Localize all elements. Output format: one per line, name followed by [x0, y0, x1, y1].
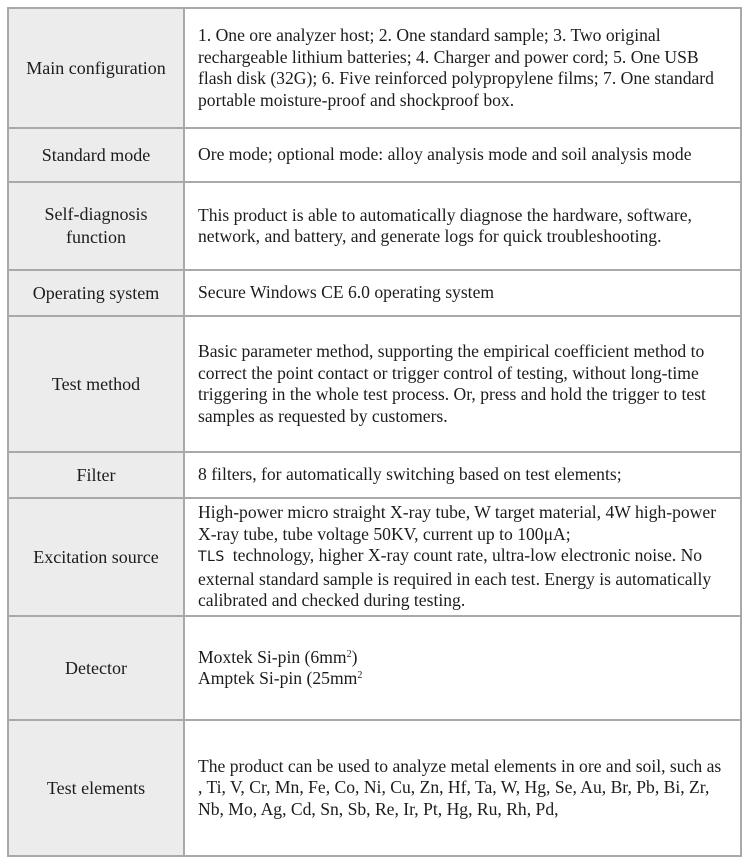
excitation-text-part2: technology, higher X-ray count rate, ultra-low electronic noise. No external standard sample is required in each test. Energy is automatically calibrated and checked during testing. — [198, 545, 712, 611]
table-row — [8, 720, 741, 856]
row-label-self-diagnosis: Self-diagnosis function — [8, 182, 184, 270]
row-label-filter: Filter — [8, 452, 184, 498]
table-row — [8, 452, 741, 498]
row-label-test-method: Test method — [8, 316, 184, 452]
row-value-excitation-source — [184, 498, 741, 616]
row-value-test-method: Basic parameter method, supporting the empirical coefficient method to correct the point contact or trigger control of testing, without long-time triggering in the whole test process. Or, press and hold the trigger to test samples as requested by customers. — [184, 316, 741, 452]
row-label-operating-system: Operating system — [8, 270, 184, 316]
row-value-detector — [184, 616, 741, 720]
row-value-standard-mode: Ore mode; optional mode: alloy analysis mode and soil analysis mode — [184, 128, 741, 182]
detector-moxtek-prefix: Moxtek Si-pin (6mm — [198, 646, 347, 667]
row-label-test-elements: Test elements — [8, 720, 184, 856]
table-row — [8, 182, 741, 270]
tls-label: TLS — [198, 549, 225, 566]
row-value-self-diagnosis: This product is able to automatically diagnose the hardware, software, network, and battery, and generate logs for quick troubleshooting. — [184, 182, 741, 270]
spec-table — [7, 7, 742, 857]
table-row — [8, 8, 741, 128]
row-label-excitation-source: Excitation source — [8, 498, 184, 616]
detector-amptek-sup: 2 — [357, 670, 363, 681]
table-row — [8, 316, 741, 452]
table-row — [8, 616, 741, 720]
row-value-main-configuration: 1. One ore analyzer host; 2. One standard sample; 3. Two original rechargeable lithium batteries; 4. Charger and power cord; 5. One USB flash disk (32G); 6. Five reinforced polypropylene films; 7. One standard portable moisture-proof and shockproof box. — [184, 8, 741, 128]
table-row — [8, 498, 741, 616]
detector-moxtek-sup: 2 — [346, 648, 352, 660]
row-label-standard-mode: Standard mode — [8, 128, 184, 182]
excitation-text-part1: High-power micro straight X-ray tube, W target material, 4W high-power X-ray tube, tube voltage 50KV, current up to 100μA; — [198, 502, 717, 544]
row-value-filter: 8 filters, for automatically switching based on test elements; — [184, 452, 741, 498]
row-value-operating-system: Secure Windows CE 6.0 operating system — [184, 270, 741, 316]
detector-amptek-prefix: Amptek Si-pin (25mm — [198, 668, 358, 688]
table-row — [8, 128, 741, 182]
row-label-detector: Detector — [8, 616, 184, 720]
detector-moxtek-suffix: ) — [351, 646, 358, 667]
table-row — [8, 270, 741, 316]
row-label-main-configuration: Main configuration — [8, 8, 184, 128]
row-value-test-elements: The product can be used to analyze metal elements in ore and soil, such as , Ti, V, Cr, Mn, Fe, Co, Ni, Cu, Zn, Hf, Ta, W, Hg, Se, Au, Br, Pb, Bi, Zr, Nb, Mo, Ag, Cd, Sn, Sb, Re, Ir, Pt, Hg, Ru, Rh, Pd, — [184, 720, 741, 856]
